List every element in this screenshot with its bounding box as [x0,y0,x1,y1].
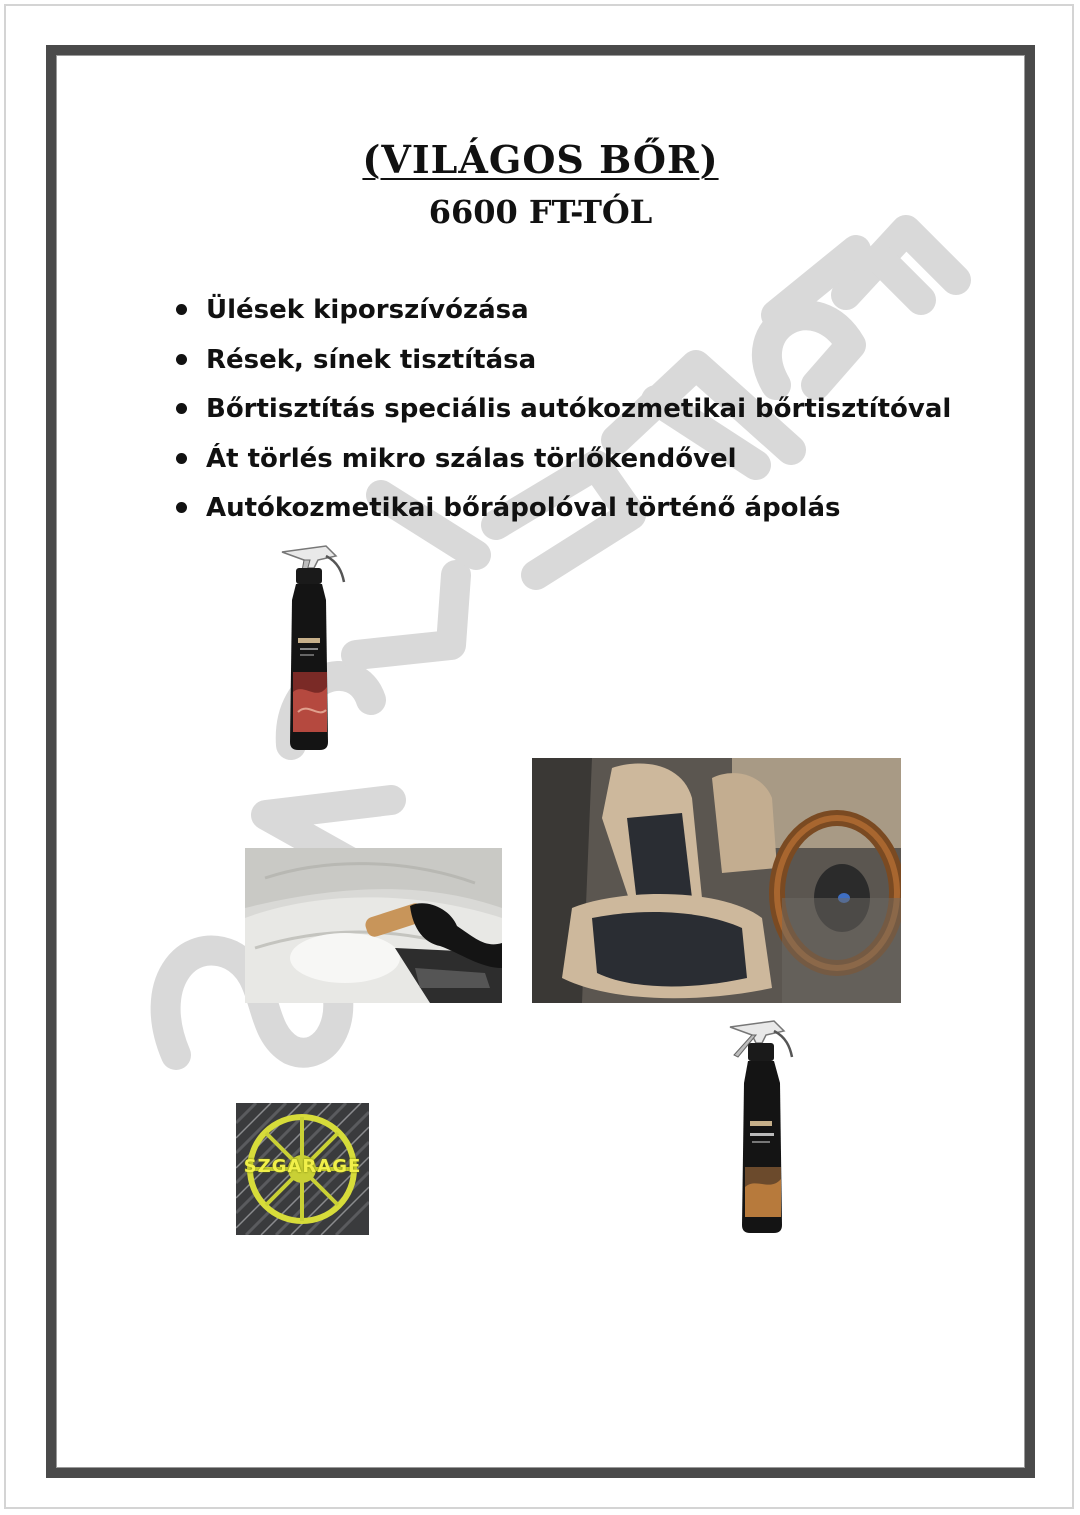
service-text: Át törlés mikro szálas törlőkendővel [206,443,737,474]
service-text: Autókozmetikai bőrápolóval történő ápolás [206,493,841,523]
list-item [172,490,951,540]
logo-text: SZGARAGE [243,1156,362,1177]
service-text: Bőrtisztítás speciális autókozmetikai bőrtisztítóval [206,394,952,424]
list-item [172,441,951,491]
leather-cleaner-bottle-image [274,542,354,754]
bullet-icon [176,304,187,315]
list-item [172,292,951,342]
car-interior-photo [532,758,901,1003]
bullet-icon [176,354,187,365]
service-text: Rések, sínek tisztítása [206,344,537,375]
szgarage-logo [236,1103,369,1235]
price-label: 6600 FT-TÓL [428,193,653,231]
page-title: (VILÁGOS BŐR) [362,137,719,182]
leather-cleaner-bottle-image-2 [726,1017,804,1239]
seat-cleaning-photo [245,848,502,1003]
service-text: Ülések kiporszívózása [206,295,529,325]
list-item [172,391,951,441]
service-list [172,292,951,540]
list-item [172,342,951,392]
bullet-icon [176,453,187,464]
document-page [46,45,1035,1478]
bullet-icon [176,403,187,414]
bullet-icon [176,502,187,513]
